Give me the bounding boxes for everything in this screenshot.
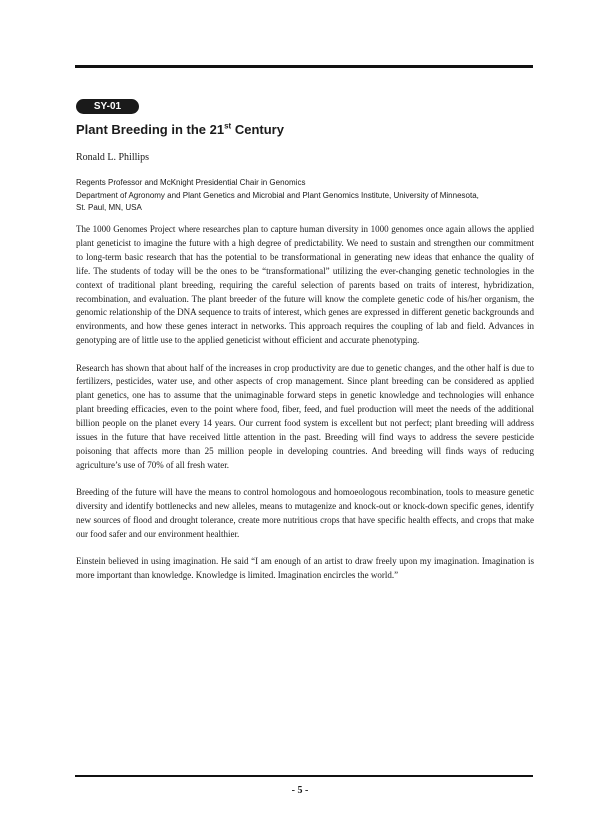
bottom-rule <box>75 775 533 777</box>
title-tail: Century <box>231 122 284 137</box>
title-main: Plant Breeding in the 21 <box>76 122 225 137</box>
abstract-body <box>76 223 534 596</box>
paragraph: Research has shown that about half of the increases in crop productivity are due to genetic changes, and the other half is due to fertilizers, pesticides, water use, and other aspects of crop management. Since plant breeding can be considered as applied plant genetics, one has to assume that the unimaginable forward steps in genetic knowledge and technologies will enhance plant breeding efficacies, even to the point where food, fiber, feed, and fuel production will meet the needs of the additional billion people on the planet every 14 years. Our current food system is excellent but not perfect; plant breeding will address issues in the future that have received little attention in the past. Breeding will find ways to address the severe pesticide poisoning that affects more than 25 million people in developing countries. And breeding will finds ways of reducing agriculture’s use of 70% of all fresh water. <box>76 362 534 470</box>
paragraph: Einstein believed in using imagination. He said “I am enough of an artist to draw freely upon my imagination. Imagination is more important than knowledge. Knowledge is limited. Imagination encircles the world.” <box>76 556 534 581</box>
paragraph: Breeding of the future will have the means to control homologous and homoeologous recombination, tools to measure genetic diversity and identify bottlenecks and new alleles, means to mutagenize and knock-out or knock-down specific genes, identify new sources of flood and drought tolerance, create more nutritious crops that have specific health effects, and crops that make our food safer and our environment healthier. <box>76 487 534 539</box>
affiliation-line: Regents Professor and McKnight Presidential Chair in Genomics <box>76 178 306 187</box>
title-superscript: st <box>224 121 232 131</box>
session-badge: SY-01 <box>76 99 139 114</box>
paper-title <box>76 121 536 139</box>
paragraph: The 1000 Genomes Project where researches plan to capture human diversity in 1000 genomes once again allows the applied plant geneticist to imagine the future with a high degree of predictability. We need to sustain and strengthen our commitment to long-term basic research that has the potential to be transformational in generating new ideas that enhance the quality of life. The students of today will be the ones to be “transformational” utilizing the ever-changing genetic technologies in the context of traditional plant breeding, requiring the careful selection of parents based on traits of interest, hybridization, recombination, and evaluation. The plant breeder of the future will know the complete genetic code of his/her organism, the genomic relationship of the DNA sequence to traits of interest, which genes are expressed in different genetic backgrounds and environments, and how these genes interact in networks. This approach requires the coupling of lab and field. Advances in genotyping are of little use to the applied geneticist without efficient and accurate phenotyping. <box>76 224 534 346</box>
top-rule <box>75 65 533 68</box>
page-number: - 5 - <box>291 785 309 796</box>
affiliation <box>76 177 536 215</box>
author-name: Ronald L. Phillips <box>76 152 150 163</box>
affiliation-line: St. Paul, MN, USA <box>76 203 142 212</box>
affiliation-line: Department of Agronomy and Plant Genetics and Microbial and Plant Genomics Institute, University of Minnesota, <box>76 190 479 200</box>
